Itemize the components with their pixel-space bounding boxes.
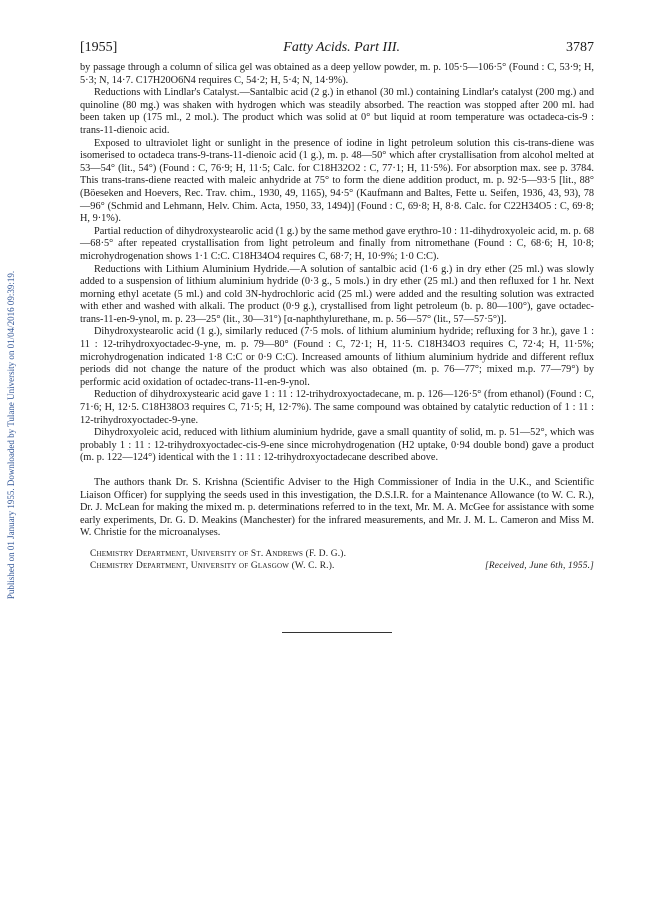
paragraph-dihydroxyoleic: Dihydroxyoleic acid, reduced with lithium aluminium hydride, gave a small quantity of solid, m. p. 51—52°, which was probably 1 : 11 : 12-trihydroxyoctadec-cis-9-ene since microhydrogenation (H2 uptake, 0·94 double bond) gave a product (m. p. 122—124°) identical with the 1 : 11 : 12-trihydroxyoctadecane described above.	[80, 427, 594, 464]
end-rule	[282, 632, 392, 633]
affiliation-glasgow: Chemistry Department, University of Glasgow (W. C. R.).	[90, 560, 335, 571]
paragraph-lindlar-reduction: Reductions with Lindlar's Catalyst.—Santalbic acid (2 g.) in ethanol (30 ml.) containing Lindlar's catalyst (200 mg.) and quinoline (80 mg.) was shaken with hydrogen which was steadily absorbed. The reaction was stopped after 200 ml. had been taken up (175 ml., 2 mol.). The product which was solid at 0° but liquid at room temperature was octadeca-cis-9 : trans-11-dienoic acid.	[80, 87, 594, 136]
affiliation-st-andrews: Chemistry Department, University of St. Andrews (F. D. G.).	[90, 548, 347, 559]
header-year: [1955]	[80, 40, 118, 55]
paragraph-dihydroxystearic: Reduction of dihydroxystearic acid gave 1 : 11 : 12-trihydroxyoctadecane, m. p. 126—126·5° (from ethanol) (Found : C, 71·6; H, 12·5. C18H38O3 requires C, 71·5; H, 12·7%). The same compound was obtained by catalytic reduction of 1 : 11 : 12-trihydroxyoctadec-9-yne.	[80, 389, 594, 426]
header-title: Fatty Acids. Part III.	[283, 40, 401, 55]
page-number: 3787	[565, 40, 594, 55]
publication-watermark-text: Published on 01 January 1955. Downloaded by Tulane University on 01/04/2016 09:39:19.	[6, 270, 16, 600]
paragraph-lithium-reduction: Reductions with Lithium Aluminium Hydride.—A solution of santalbic acid (1·6 g.) in dry ether (25 ml.) was slowly added to a suspension of lithium aluminium hydride (0·3 g., 5 mols.) in dry ether (25 ml.) and then refluxed for 1 hr. Next morning ethyl acetate (5 ml.) and cold 3N-hydrochloric acid (25 ml.) were added and the resulting solution was extracted with ether and washed with alkali. The product (0·9 g.), crystallised from light petroleum (b. p. 80—100°), gave octadec-trans-11-en-9-ynol, m. p. 23—25° (lit., 30—31°) [α-naphthylurethane, m. p. 56—57° (lit., 57—57·5°)].	[80, 263, 594, 325]
paragraph-dihydroxystearolic: Dihydroxystearolic acid (1 g.), similarly reduced (7·5 mols. of lithium aluminium hydride; refluxing for 3 hr.), gave 1 : 11 : 12-trihydroxyoctadec-9-yne, m. p. 79—80° (Found : C, 72·1; H, 11·5. C18H34O3 requires C, 72·4; H, 11·5%; microhydrogenation indicated 1·8 C:C or 0·9 C:C). Increased amounts of lithium aluminium hydride and different reflux periods did not change the nature of the product which was also obtained (m. p. 76—77°; mixed m.p. 77—79°) by performic acid oxidation of octadec-trans-11-en-9-ynol.	[80, 326, 594, 388]
affiliations	[90, 548, 594, 572]
journal-page	[80, 40, 594, 633]
received-date: [Received, June 6th, 1955.]	[484, 560, 594, 571]
paragraph-isomerisation: Exposed to ultraviolet light or sunlight in the presence of iodine in light petroleum solution this cis-trans-diene was isomerised to octadeca trans-9-trans-11-dienoic acid (1 g.), m. p. 48—50° which after crystallisation from alcohol melted at 53—54° (lit., 54°) (Found : C, 76·9; H, 11·5; Calc. for C18H32O2 : C, 77·1; H, 11·5%). For absorption max. see p. 3784. This trans-trans-diene reacted with maleic anhydride at 75° to form the diene addition product, m. p. 92·5—93·5 [lit., 88° (Böeseken and Hoevers, Rec. Trav. chim., 1930, 49, 1165), 94·5° (Kaufmann and Baltes, Fette u. Seifen, 1936, 43, 93), 78—96° (Schmid and Lehmann, Helv. Chim. Acta, 1950, 33, 1494)] (Found : C, 69·8; H, 8·8. Calc. for C22H34O5 : C, 69·8; H, 9·1%).	[80, 137, 594, 225]
article-body	[80, 62, 594, 540]
running-header	[80, 40, 594, 56]
paragraph-partial-reduction: Partial reduction of dihydroxystearolic acid (1 g.) by the same method gave erythro-10 : 11-dihydroxyoleic acid, m. p. 68—68·5° after repeated crystallisation from light petroleum and finally from nitromethane (Found : C, 68·6; H, 10·8; microhydrogenation shows 1·1 C:C. C18H34O4 requires C, 68·7; H, 10·9%; 1·0 C:C).	[80, 225, 594, 262]
publication-watermark	[4, 90, 18, 780]
paragraph-continuation: by passage through a column of silica gel was obtained as a deep yellow powder, m. p. 105·5—106·5° (Found : C, 53·9; H, 5·3; N, 14·7. C17H20O6N4 requires C, 54·2; H, 5·4; N, 14·9%).	[80, 62, 594, 86]
paragraph-acknowledgements: The authors thank Dr. S. Krishna (Scientific Adviser to the High Commissioner of India in the U.K., and Scientific Liaison Officer) for supplying the seeds used in this investigation, the D.S.I.R. for a Maintenance Allowance (to W. C. R.), Dr. J. McLean for making the mixed m. p. determinations referred to in the text, Mr. M. A. McGee for assistance with some early experiments, Dr. G. D. Meakins (Manchester) for the infrared measurements, and Mr. J. M. L. Cameron and Miss M. W. Christie for the microanalyses.	[80, 477, 594, 539]
